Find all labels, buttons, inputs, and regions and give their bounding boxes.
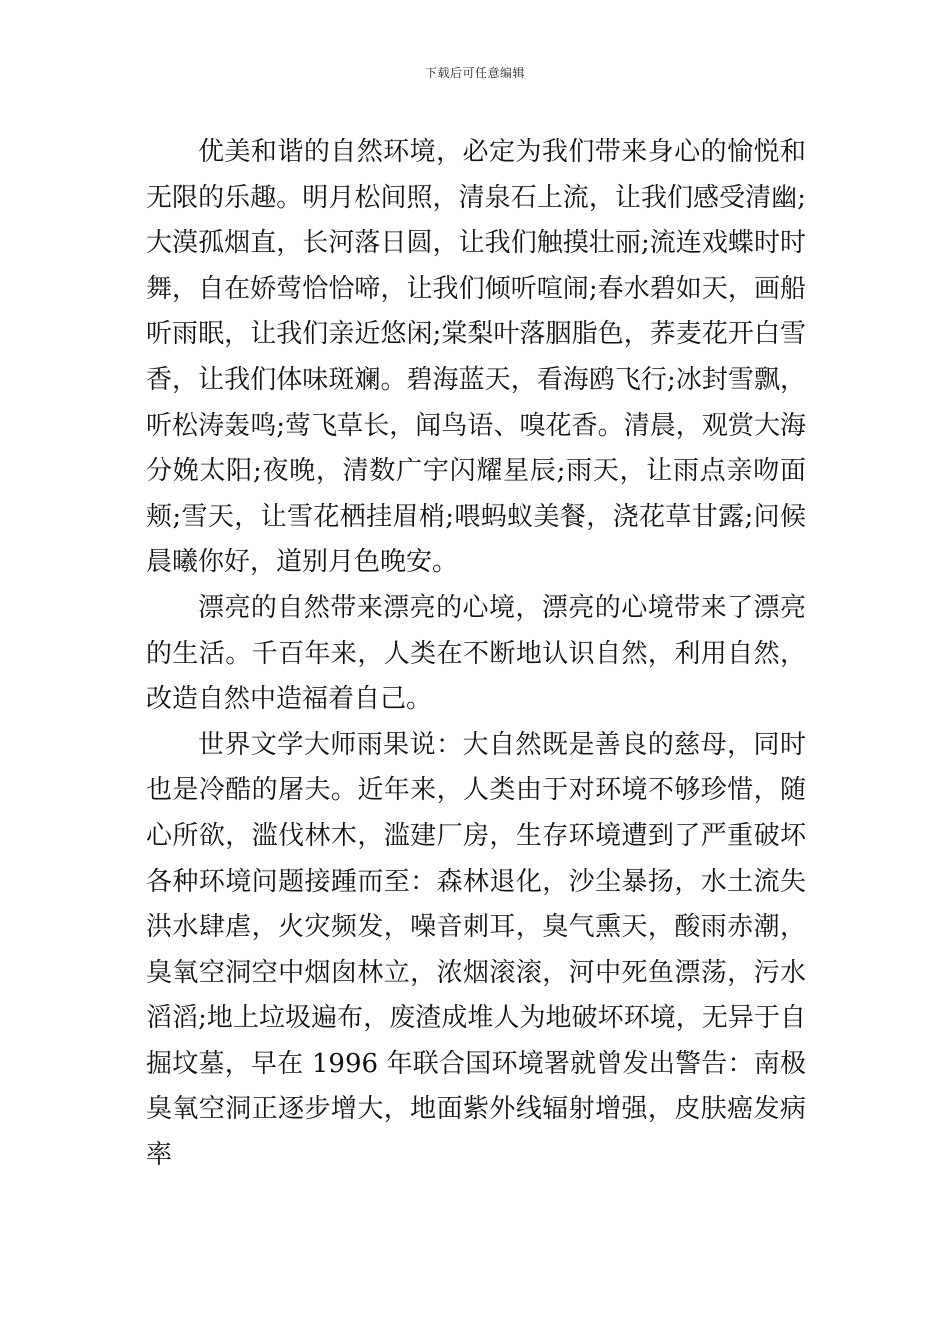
paragraph-1: 优美和谐的自然环境，必定为我们带来身心的愉悦和无限的乐趣。明月松间照，清泉石上流，让我们感受清幽;大漠孤烟直，长河落日圆，让我们触摸壮丽;流连戏蝶时时舞，自在娇莺恰恰啼，让我们倾听喧闹;春水碧如天，画船听雨眠，让我们亲近悠闲;棠梨叶落胭脂色，荞麦花开白雪香，让我们体味斑斓。碧海蓝天，看海鸥飞行;冰封雪飘，听松涛轰鸣;莺飞草长，闻鸟语、嗅花香。清晨，观赏大海分娩太阳;夜晚，清数广宇闪耀星辰;雨天，让雨点亲吻面颊;雪天，让雪花栖挂眉梢;喂蚂蚁美餐，浇花草甘露;问候晨曦你好，道别月色晚安。 bbox=[146, 137, 806, 578]
page-header-note: 下载后可任意编辑 bbox=[424, 66, 525, 80]
document-body bbox=[146, 130, 806, 1179]
paragraph-2: 漂亮的自然带来漂亮的心境，漂亮的心境带来了漂亮的生活。千百年来，人类在不断地认识自然，利用自然，改造自然中造福着自己。 bbox=[146, 592, 806, 715]
paragraph-3: 世界文学大师雨果说：大自然既是善良的慈母，同时也是冷酷的屠夫。近年来，人类由于对环境不够珍惜，随心所欲，滥伐林木，滥建厂房，生存环境遭到了严重破坏各种环境问题接踵而至：森林退化，沙尘暴扬，水土流失洪水肆虐，火灾频发，噪音刺耳，臭气熏天，酸雨赤潮，臭氧空洞空中烟囱林立，浓烟滚滚，河中死鱼漂荡，污水滔滔;地上垃圾遍布，废渣成堆人为地破坏环境，无异于自掘坟墓，早在 1996 年联合国环境署就曾发出警告：南极臭氧空洞正逐步增大，地面紫外线辐射增强，皮肤癌发病率 bbox=[146, 729, 806, 1171]
